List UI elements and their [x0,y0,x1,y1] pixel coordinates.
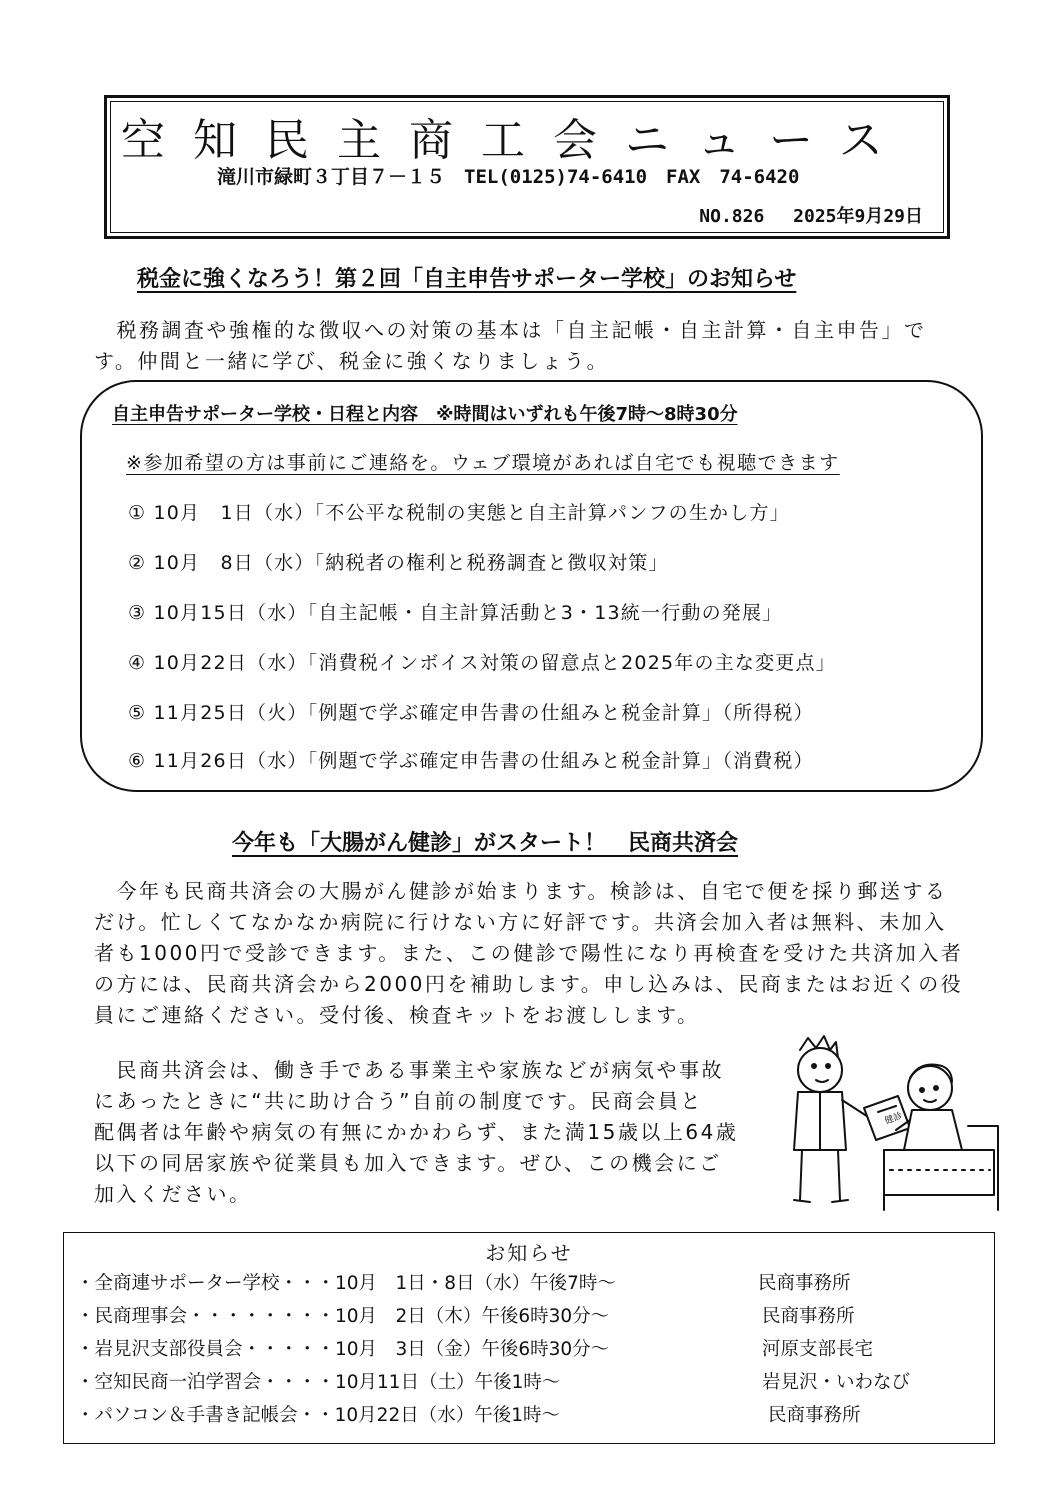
article2-p2-line: にあったときに“共に助け合う”自前の制度です。民商会員と [94,1089,703,1113]
notice-event: ・全商連サポーター学校・・・10月 1日・8日（水）午後7時～ [76,1273,616,1294]
article1-body-line: す。仲間と一緒に学び、税金に強くなりましょう。 [94,349,610,373]
article2-p1-line: 今年も民商共済会の大腸がん健診が始まります。検診は、自宅で便を採り郵送する [94,879,948,903]
schedule-item: ④ 10月22日（水）「消費税インボイス対策の留意点と2025年の主な変更点」 [128,652,836,674]
article1-body [94,315,927,377]
notice-place: 岩見沢・いわなび [762,1372,911,1393]
schedule-item: ② 10月 8日（水）「納税者の権利と税務調査と徴収対策」 [128,552,669,574]
article2-p2-line: 加入ください。 [94,1182,252,1206]
notice-event: ・空知民商一泊学習会・・・・10月11日（土）午後1時～ [76,1372,561,1393]
article2-p1-line: だけ。忙しくてなかなか病院に行けない方に好評です。共済会加入者は無料、未加入 [94,910,947,934]
notice-place: 民商事務所 [758,1273,851,1294]
article2-paragraph-2 [94,1055,738,1210]
article2-p1-line: 員にご連絡ください。受付後、検査キットをお渡しします。 [94,1003,700,1027]
notices-title: お知らせ [485,1241,573,1265]
article2-p1-line: の方には、民商共済会から2000円を補助します。申し込みは、民商またはお近くの役 [94,972,964,996]
article2-p2-line: 民商共済会は、働き手である事業主や家族などが病気や事故 [94,1058,724,1082]
health-check-illustration [780,1030,1005,1215]
schedule-note: ※参加希望の方は事前にご連絡を。ウェブ環境があれば自宅でも視聴できます [126,452,840,474]
article2-p2-line: 配偶者は年齢や病気の有無にかかわらず、また満15歳以上64歳 [94,1120,739,1144]
schedule-item: ① 10月 1日（水）「不公平な税制の実態と自主計算パンフの生かし方」 [128,502,790,524]
article2-p2-line: 以下の同居家族や従業員も加入できます。ぜひ、この機会にご [94,1151,722,1175]
notices-box [63,1232,995,1444]
newsletter-title: 空知民主商工会ニュース [121,115,911,166]
notice-place: 民商事務所 [762,1306,855,1327]
notice-event: ・岩見沢支部役員会・・・・・10月 3日（金）午後6時30分～ [76,1339,610,1360]
article1-headline: 税金に強くなろう！第２回「自主申告サポーター学校」のお知らせ [137,267,797,292]
notice-event: ・パソコン＆手書き記帳会・・10月22日（水）午後1時～ [76,1405,560,1426]
schedule-item: ⑤ 11月25日（火）「例題で学ぶ確定申告書の仕組みと税金計算」（所得税） [128,702,814,724]
schedule-item: ⑥ 11月26日（水）「例題で学ぶ確定申告書の仕組みと税金計算」（消費税） [128,750,814,772]
article2-p1-line: 者も1000円で受診できます。また、この健診で陽性になり再検査を受けた共済加入者 [94,941,964,965]
issue-number-date: NO.826 2025年9月29日 [699,206,923,227]
article2-headline: 今年も「大腸がん健診」がスタート！ 民商共済会 [232,831,739,856]
masthead [104,95,950,239]
notice-place: 民商事務所 [768,1405,861,1426]
article1-body-line: 税務調査や強権的な徴収への対策の基本は「自主記帳・自主計算・自主申告」で [94,318,927,342]
notice-event: ・民商理事会・・・・・・・・10月 2日（木）午後6時30分～ [76,1306,610,1327]
schedule-title: 自主申告サポーター学校・日程と内容 ※時間はいずれも午後7時～8時30分 [112,404,738,425]
schedule-item: ③ 10月15日（水）「自主記帳・自主計算活動と3・13統一行動の発展」 [128,602,783,624]
contact-address: 滝川市緑町３丁目７－１５ TEL(0125)74-6410 FAX 74-6420 [217,166,800,188]
notice-place: 河原支部長宅 [762,1339,874,1360]
kit-label: 健診 [883,1111,904,1127]
schedule-box [80,380,983,792]
article2-paragraph-1 [94,876,963,1031]
